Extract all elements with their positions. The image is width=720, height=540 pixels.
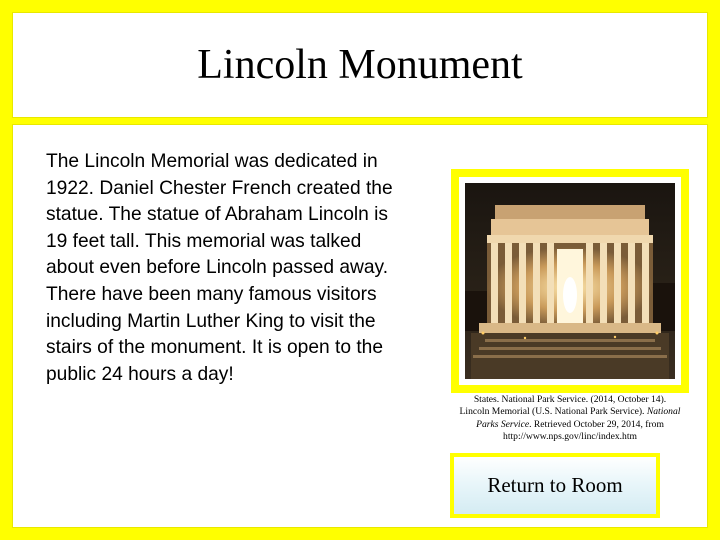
content-panel bbox=[12, 124, 708, 528]
lincoln-memorial-photo bbox=[465, 183, 675, 379]
return-to-room-button[interactable]: Return to Room bbox=[450, 453, 660, 518]
photo-frame bbox=[451, 169, 689, 393]
citation-publication: National Parks Service bbox=[476, 406, 681, 430]
citation-retrieved: . Retrieved October 29, 2014, from http://www.nps.gov/linc/index.htm bbox=[503, 418, 664, 443]
slide bbox=[4, 4, 716, 536]
image-citation bbox=[459, 394, 681, 444]
body-paragraph: The Lincoln Memorial was dedicated in 1922. Daniel Chester French created the statue. The statue of Abraham Lincoln is 19 feet tall. This memorial was talked about even before Lincoln passed away. There have been many famous visitors including Martin Luther King to visit the stairs of the monument. It is open to the public 24 hours a day! bbox=[46, 151, 393, 385]
title-panel bbox=[12, 12, 708, 118]
page-title: Lincoln Monument bbox=[197, 42, 523, 88]
citation-text: States. National Park Service. (2014, October 14). Lincoln Memorial (U.S. National Park Service). bbox=[459, 394, 667, 418]
